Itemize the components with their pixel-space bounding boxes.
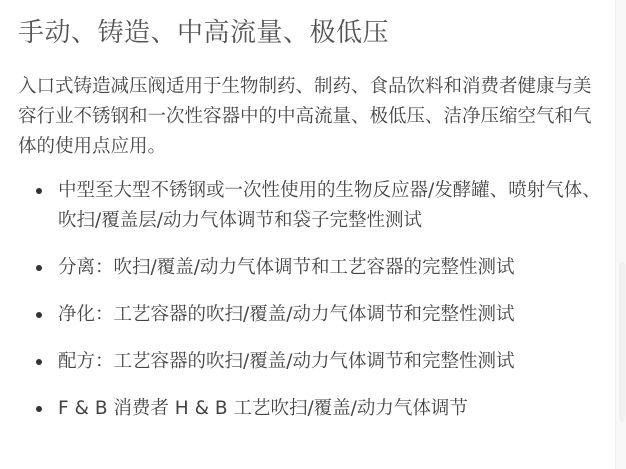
application-list xyxy=(18,176,608,424)
bullet-icon xyxy=(36,406,42,412)
list-item xyxy=(18,300,608,330)
intro-paragraph: 入口式铸造减压阀适用于生物制药、制药、食品饮料和消费者健康与美容行业不锈钢和一次性容器中的中高流量、极低压、洁净压缩空气和气体的使用点应用。 xyxy=(18,76,592,157)
section-heading: 手动、铸造、中高流量、极低压 xyxy=(18,18,390,48)
list-item xyxy=(18,394,608,424)
scrollbar-thumb[interactable] xyxy=(619,262,625,422)
bullet-icon xyxy=(36,359,42,365)
list-item xyxy=(18,347,608,377)
list-item-text: 净化：工艺容器的吹扫/覆盖/动力气体调节和完整性测试 xyxy=(58,304,515,325)
list-item xyxy=(18,253,608,283)
list-item-text: 分离：吹扫/覆盖/动力气体调节和工艺容器的完整性测试 xyxy=(58,257,515,278)
bullet-icon xyxy=(36,265,42,271)
scrollbar[interactable] xyxy=(615,0,626,469)
bullet-icon xyxy=(36,312,42,318)
list-item xyxy=(18,176,608,236)
list-item-text: 配方：工艺容器的吹扫/覆盖/动力气体调节和完整性测试 xyxy=(58,351,515,372)
list-item-text: F & B 消费者 H & B 工艺吹扫/覆盖/动力气体调节 xyxy=(58,398,468,419)
bullet-icon xyxy=(36,188,42,194)
list-item-text: 中型至大型不锈钢或一次性使用的生物反应器/发酵罐、喷射气体、吹扫/覆盖层/动力气体调节和袋子完整性测试 xyxy=(58,180,601,231)
document-content xyxy=(18,0,608,441)
